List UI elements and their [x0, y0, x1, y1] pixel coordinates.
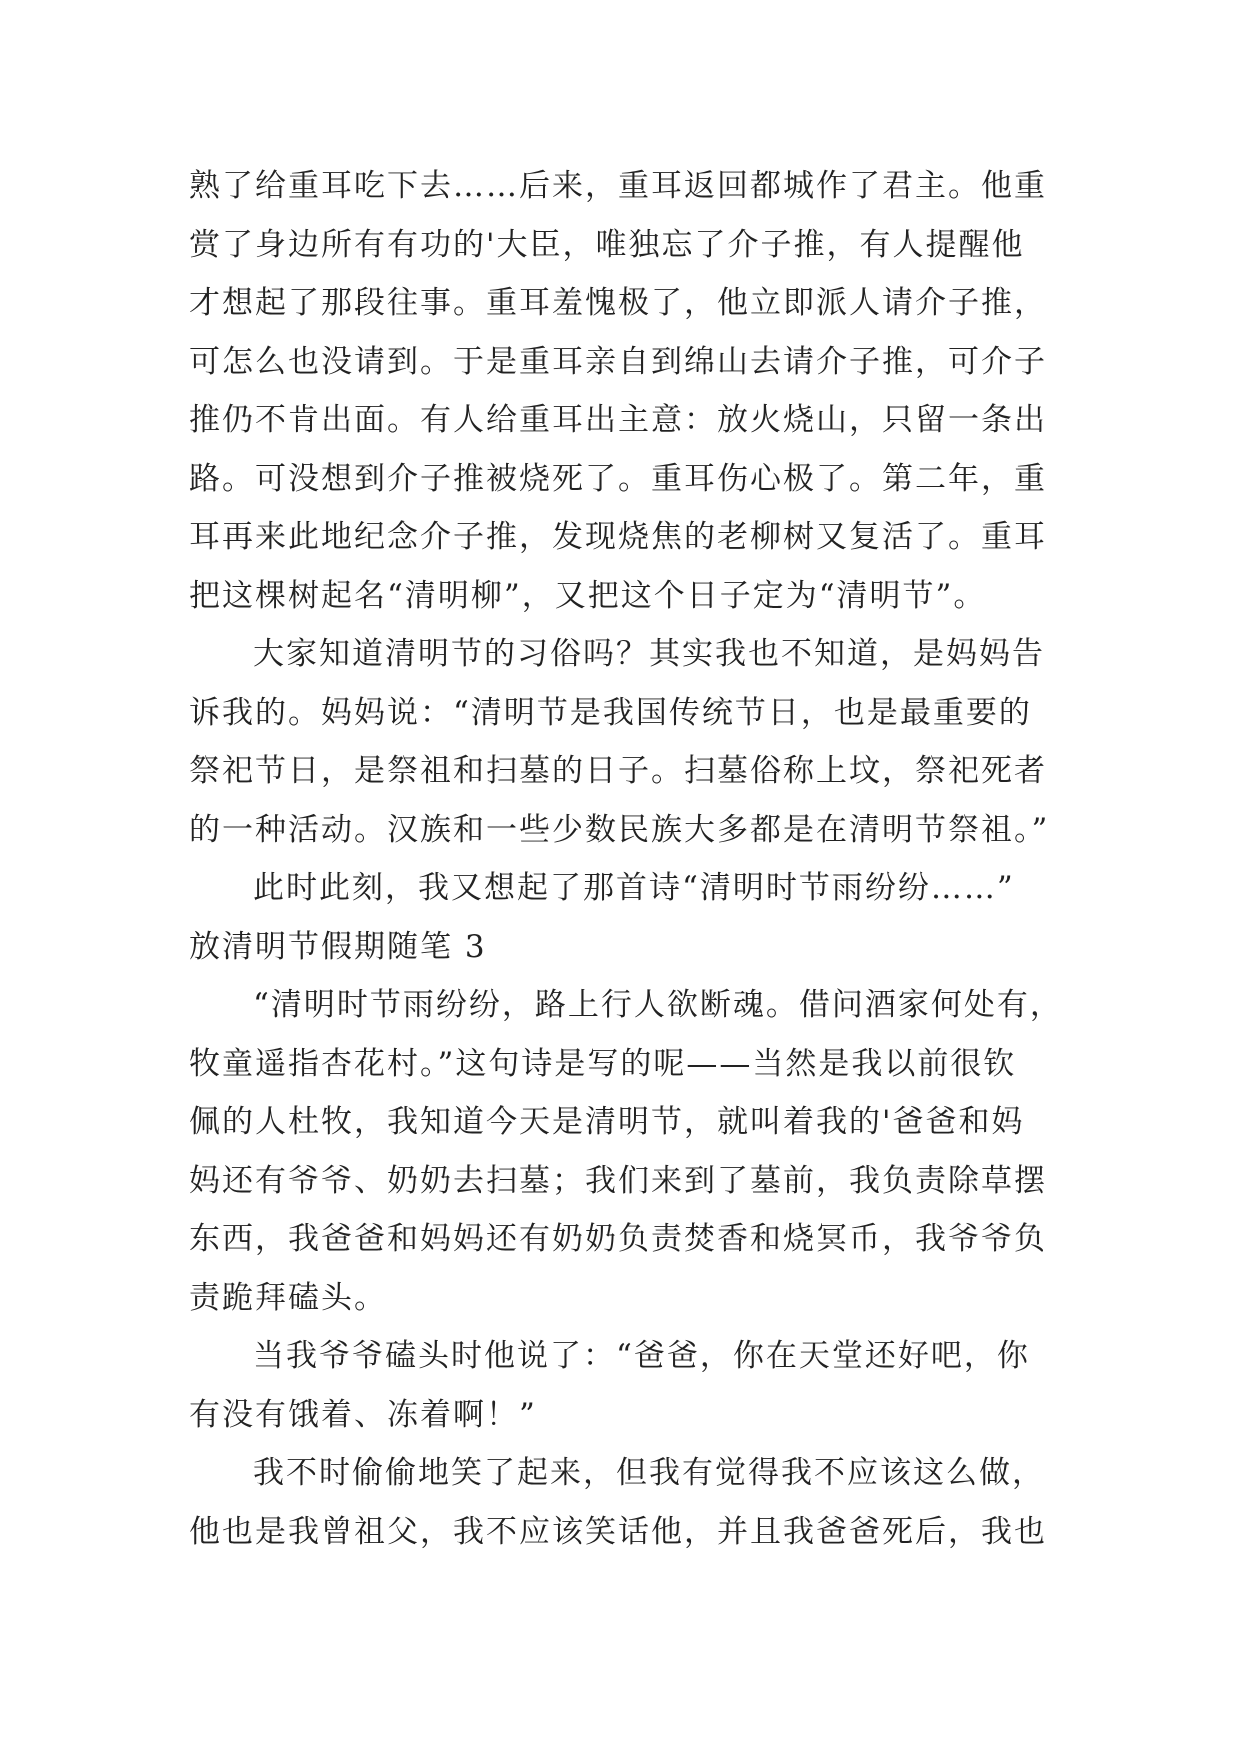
text-line: 可怎么也没请到。于是重耳亲自到绵山去请介子推，可介子: [189, 343, 1047, 380]
text-line: 东西，我爸爸和妈妈还有奶奶负责焚香和烧冥币，我爷爷负: [189, 1221, 1047, 1257]
text-line: 牧童遥指杏花村。”这句诗是写的呢——当然是我以前很钦: [189, 1045, 1017, 1082]
text-line: 有没有饿着、冻着啊！”: [189, 1396, 537, 1433]
document-body: [189, 157, 1069, 1561]
paragraph-first-line: 我不时偷偷地笑了起来，但我有觉得我不应该这么做，: [253, 1455, 1045, 1491]
text-line: 路。可没想到介子推被烧死了。重耳伤心极了。第二年，重: [189, 460, 1047, 497]
text-line: 把这棵树起名“清明柳”，又把这个日子定为“清明节”。: [189, 577, 987, 614]
section-heading: 放清明节假期随笔 3: [189, 928, 487, 965]
text-line: 推仍不肯出面。有人给重耳出主意：放火烧山，只留一条出: [189, 402, 1047, 438]
text-line: 他也是我曾祖父，我不应该笑话他，并且我爸爸死后，我也: [189, 1513, 1047, 1550]
paragraph-first-line: 此时此刻，我又想起了那首诗“清明时节雨纷纷……”: [253, 870, 1015, 906]
text-line: 赏了身边所有有功的'大臣，唯独忘了介子推，有人提醒他: [189, 226, 1025, 263]
text-line: 祭祀节日，是祭祖和扫墓的日子。扫墓俗称上坟，祭祀死者: [189, 753, 1047, 789]
text-line: 才想起了那段往事。重耳羞愧极了，他立即派人请介子推，: [189, 285, 1047, 321]
text-line: 耳再来此地纪念介子推，发现烧焦的老柳树又复活了。重耳: [189, 519, 1047, 555]
paragraph-first-line: 大家知道清明节的习俗吗？其实我也不知道，是妈妈告: [253, 636, 1045, 672]
paragraph-first-line: 当我爷爷磕头时他说了：“爸爸，你在天堂还好吧，你: [253, 1338, 1030, 1374]
text-line: 诉我的。妈妈说：“清明节是我国传统节日，也是最重要的: [189, 694, 1032, 731]
text-line: 责跪拜磕头。: [189, 1279, 387, 1316]
text-line: 的一种活动。汉族和一些少数民族大多都是在清明节祭祖。”: [189, 811, 1050, 848]
text-line: 妈还有爷爷、奶奶去扫墓；我们来到了墓前，我负责除草摆: [189, 1162, 1047, 1199]
paragraph-first-line: “清明时节雨纷纷，路上行人欲断魂。借问酒家何处有，: [253, 987, 1063, 1023]
text-line: 佩的人杜牧，我知道今天是清明节，就叫着我的'爸爸和妈: [189, 1104, 1025, 1140]
text-line: 熟了给重耳吃下去……后来，重耳返回都城作了君主。他重: [189, 168, 1047, 204]
